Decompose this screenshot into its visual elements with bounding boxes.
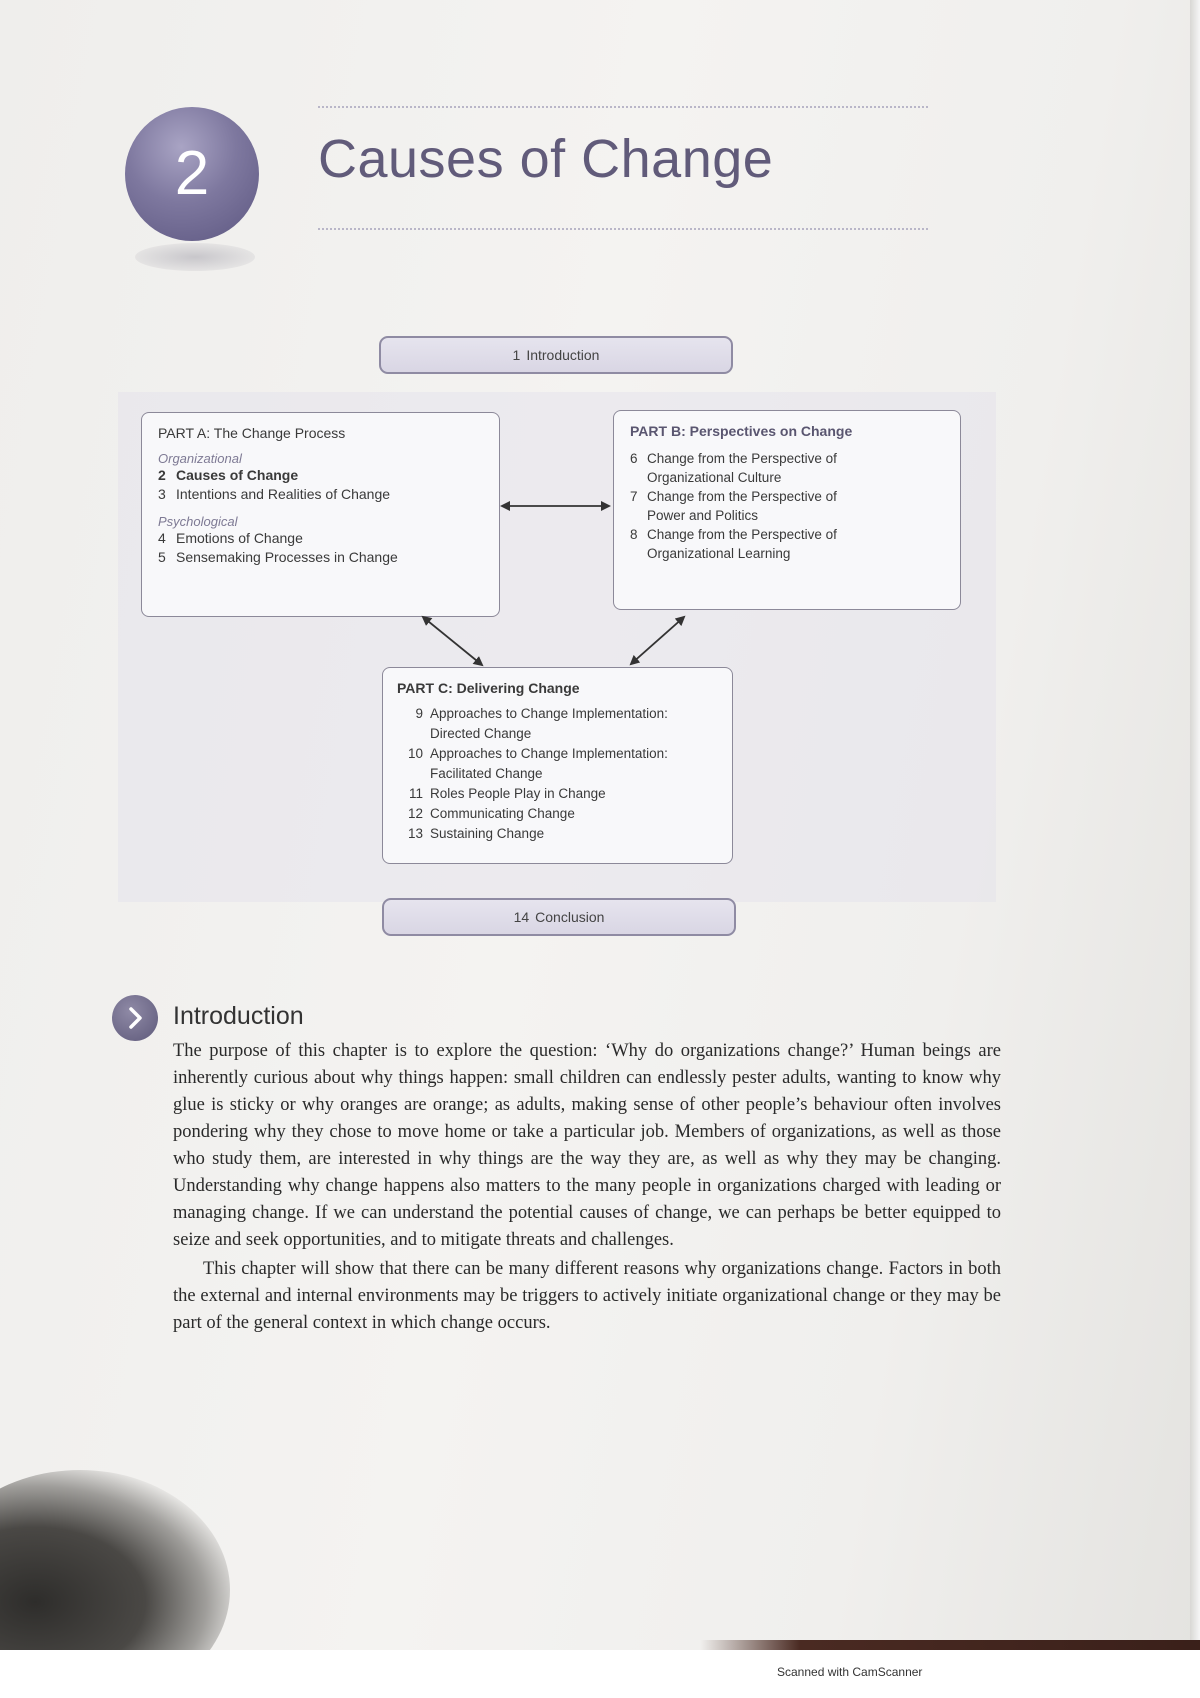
part-c-title: PART C: Delivering Change bbox=[397, 680, 580, 696]
item-number: 9 bbox=[415, 706, 423, 721]
item-number: 3 bbox=[158, 486, 166, 502]
introduction-pill-number: 1 bbox=[512, 347, 521, 363]
item-label: Facilitated Change bbox=[430, 766, 543, 781]
section-heading: Introduction bbox=[173, 1002, 304, 1030]
arrow-part-a-part-c bbox=[423, 617, 482, 665]
item-label: Sustaining Change bbox=[430, 826, 545, 841]
item-number: 6 bbox=[630, 451, 638, 466]
item-label: Approaches to Change Implementation: bbox=[430, 706, 668, 721]
item-label: Approaches to Change Implementation: bbox=[430, 746, 668, 761]
item-label: Change from the Perspective of bbox=[647, 489, 837, 504]
part-a-title: PART A: The Change Process bbox=[158, 425, 346, 441]
item-label: Power and Politics bbox=[647, 508, 759, 523]
paragraph: The purpose of this chapter is to explore the question: ‘Why do organizations change?’ Human beings are inherently curious about why things happen: small children can endlessly pester adults, wanting to know why glue is sticky or why oranges are orange; as adults, making sense of other people’s behaviour often involves pondering why they chose to move home or take a particular job. Members of organizations, as well as those who study them, are interested in why things are the way they are, as well as why they may be changing. Understanding why change happens also matters to the many people in organizations charged with leading or managing change. If we can understand the potential causes of change, we can perhaps be better equipped to seize and seek opportunities, and to mitigate threats and challenges. bbox=[173, 1041, 1001, 1250]
item-number: 13 bbox=[407, 826, 423, 841]
item-label: Communicating Change bbox=[430, 806, 575, 821]
paragraph: This chapter will show that there can be many different reasons why organizations change. Factors in both the external and internal environments may be triggers to actively initiate organizational change or they may be part of the general context in which change occurs. bbox=[173, 1259, 1001, 1333]
finger-shadow bbox=[0, 1470, 230, 1650]
item-number: 5 bbox=[158, 549, 166, 565]
item-number: 11 bbox=[408, 786, 423, 801]
scan-edge-strip bbox=[700, 1640, 1200, 1650]
item-number: 2 bbox=[158, 467, 166, 483]
item-number: 7 bbox=[630, 489, 638, 504]
part-a-group-label: Psychological bbox=[158, 514, 238, 529]
item-label: Change from the Perspective of bbox=[647, 451, 837, 466]
item-label: Directed Change bbox=[430, 726, 532, 741]
item-label: Intentions and Realities of Change bbox=[176, 486, 391, 502]
item-number: 8 bbox=[630, 527, 638, 542]
conclusion-pill-label: Conclusion bbox=[535, 909, 605, 925]
item-label: Causes of Change bbox=[176, 467, 299, 483]
item-number: 10 bbox=[407, 746, 423, 761]
item-number: 12 bbox=[407, 806, 423, 821]
item-label: Sensemaking Processes in Change bbox=[176, 549, 398, 565]
arrow-part-c-part-b bbox=[631, 617, 684, 664]
item-label: Emotions of Change bbox=[176, 530, 303, 546]
item-label: Roles People Play in Change bbox=[430, 786, 606, 801]
conclusion-pill-number: 14 bbox=[513, 909, 530, 925]
chapter-title: Causes of Change bbox=[318, 129, 774, 189]
part-b-title: PART B: Perspectives on Change bbox=[630, 423, 853, 439]
chevron-right-icon bbox=[112, 995, 158, 1041]
item-label: Organizational Culture bbox=[647, 470, 782, 485]
item-label: Organizational Learning bbox=[647, 546, 791, 561]
body-text bbox=[173, 1038, 1001, 1337]
chapter-number-badge: 2 bbox=[125, 107, 259, 241]
item-number: 4 bbox=[158, 530, 166, 546]
part-a-group-label: Organizational bbox=[158, 451, 242, 466]
scanner-watermark: Scanned with CamScanner bbox=[777, 1665, 923, 1679]
item-label: Change from the Perspective of bbox=[647, 527, 837, 542]
section-icon bbox=[112, 995, 158, 1041]
introduction-pill-label: Introduction bbox=[526, 347, 600, 363]
